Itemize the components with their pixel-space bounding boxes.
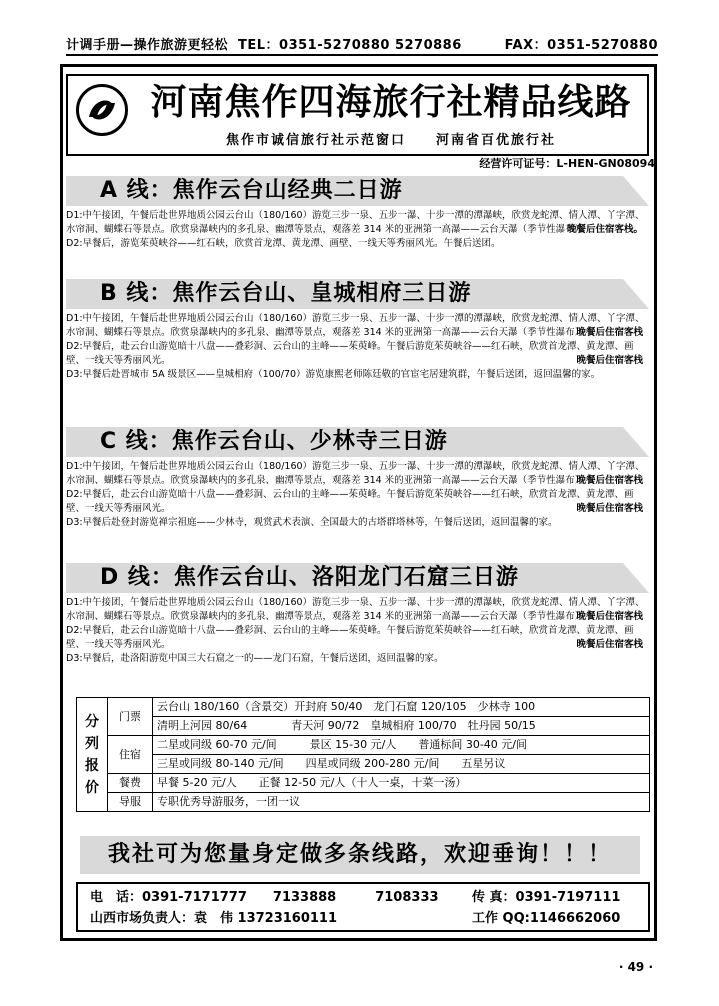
route-b [66,279,649,382]
day-item [66,368,649,382]
page-number: · 49 · [618,960,653,974]
day-stay: 晚餐后住宿客栈 [576,475,643,486]
day-text: D3:早餐后，赴洛阳游览中国三大石窟之一的——龙门石窟，午餐后送团，返回温馨的家。 [66,653,444,664]
price-line: 三星或同级 80-140 元/间 四星或同级 200-280 元/间 五星另议 [153,755,650,774]
day-item [66,516,649,530]
day-text: D2:早餐后，赴云台山游览暗十八盘——叠彩洞、云台山的主峰——茱萸峰。午餐后游览茱萸峡谷——红石峡，欣赏首龙潭、黄龙潭、画壁、一线天等秀丽风光。 [66,489,634,514]
day-stay: 晚餐后住宿客栈。 [566,224,643,235]
route-d [66,563,649,666]
price-category-label: 分列报价 [77,698,108,812]
slogan-banner: 我社可为您量身定做多条线路，欢迎垂询！！！ [80,836,640,874]
day-item [66,488,649,516]
license-number: 经营许可证号：L-HEN-GN08094 [479,157,655,170]
day-item [66,209,649,237]
day-item [66,596,649,624]
day-text: D3:早餐后赴晋城市 5A 级景区——皇城相府（100/70）游览康熙老师陈廷敬的官宦宅居建筑群，午餐后送团，返回温馨的家。 [66,369,601,380]
day-stay: 晚餐后住宿客栈 [576,327,643,338]
price-row-label: 餐费 [108,774,153,793]
route-banner [66,427,649,457]
route-banner [66,176,649,206]
day-text: D2:早餐后，游览茱萸峡谷——红石峡，欣赏首龙潭、黄龙潭、画壁、一线天等秀丽风光。午餐后送团。 [66,238,501,249]
route-title: D 线：焦作云台山、洛阳龙门石窟三日游 [100,565,519,590]
price-row-label: 住宿 [108,736,153,774]
route-a [66,176,649,251]
manual-title: 计调手册—操作旅游更轻松 [66,38,229,53]
table-row [77,698,650,717]
header-fax: FAX：0351-5270880 [504,38,658,53]
day-stay: 晚餐后住宿客栈 [576,611,643,622]
table-row [77,793,650,812]
route-banner [66,563,649,593]
price-row-label: 门票 [108,698,153,736]
day-stay: 晚餐后住宿客栈 [576,639,643,650]
route-title: C 线：焦作云台山、少林寺三日游 [100,429,448,454]
day-item [66,624,649,652]
day-item [66,460,649,488]
day-text: D1:中午接团，午餐后赴世界地质公园云台山（180/160）游览三步一泉、五步一瀑、十步一潭的潭瀑峡，欣赏龙蛇潭、情人潭、丫字潭、水帘洞、蝴蝶石等景点。欣赏泉瀑峡内的多孔泉、幽潭等景点，观落差 314 米的亚洲第一高瀑——云台天瀑（季节性瀑布）。 [66,313,645,338]
header-tel: TEL：0351-5270880 5270886 [238,38,462,53]
contact-manager: 山西市场负责人：袁 伟 13723160111 [90,911,338,926]
table-row [77,736,650,755]
logo-swirl-icon [79,87,125,133]
price-row-label: 导服 [108,793,153,812]
route-c [66,427,649,530]
day-text: D1:中午接团，午餐后赴世界地质公园云台山（180/160）游览三步一泉、五步一瀑、十步一潭的潭瀑峡，欣赏龙蛇潭、情人潭、丫字潭、水帘洞、蝴蝶石等景点。欣赏泉瀑峡内的多孔泉、幽潭等景点，观落差 314 米的亚洲第一高瀑——云台天瀑（季节性瀑布）。 [66,597,645,622]
day-item [66,237,649,251]
contact-qq: 工作 QQ:1146662060 [472,911,621,926]
day-text: D3:早餐后赴登封游览禅宗祖庭——少林寺，观赏武术表演、全国最大的古塔群塔林等，午餐后送团，返回温馨的家。 [66,517,558,528]
day-text: D1:中午接团，午餐后赴世界地质公园云台山（180/160）游览三步一泉、五步一瀑、十步一潭的潭瀑峡，欣赏龙蛇潭、情人潭、丫字潭、水帘洞、蝴蝶石等景点。欣赏泉瀑峡内的多孔泉、幽潭等景点，观落差 314 米的亚洲第一高瀑——云台天瀑（季节性瀑布）。 [66,210,645,235]
route-banner [66,279,649,309]
page-title: 河南焦作四海旅行社精品线路 [150,81,632,123]
price-line: 早餐 5-20 元/人 正餐 12-50 元/人（十人一桌，十菜一汤） [153,774,650,793]
price-line: 云台山 180/160（含景交）开封府 50/40 龙门石窟 120/105 少林寺 100 [153,698,650,717]
day-stay: 晚餐后住宿客栈 [576,355,643,366]
table-row [77,755,650,774]
day-item [66,312,649,340]
title-box [66,74,649,156]
route-title: A 线：焦作云台山经典二日游 [100,178,403,203]
day-text: D2:早餐后，赴云台山游览暗十八盘——叠彩洞、云台山的主峰——茱萸峰。午餐后游览茱萸峡谷——红石峡，欣赏首龙潭、黄龙潭、画壁、一线天等秀丽风光。 [66,341,634,366]
day-text: D2:早餐后，赴云台山游览暗十八盘——叠彩洞、云台山的主峰——茱萸峰。午餐后游览茱萸峡谷——红石峡，欣赏首龙潭、黄龙潭、画壁、一线天等秀丽风光。 [66,625,634,650]
price-line: 清明上河园 80/64 青天河 90/72 皇城相府 100/70 牡丹园 50/15 [153,717,650,736]
contact-box [76,882,650,932]
route-title: B 线：焦作云台山、皇城相府三日游 [100,281,472,306]
contact-fax: 传 真：0391-7197111 [472,890,621,905]
day-item [66,652,649,666]
agency-logo-icon [76,84,128,136]
page-subtitle: 焦作市诚信旅行社示范窗口 河南省百优旅行社 [225,133,556,148]
day-item [66,340,649,368]
price-line: 专职优秀导游服务，一团一议 [153,793,650,812]
page-header [66,34,658,56]
table-row [77,717,650,736]
price-line: 二星或同级 60-70 元/间 景区 15-30 元/人 普通标间 30-40 元/间 [153,736,650,755]
contact-phone: 电 话：0391-7171777 7133888 7108333 [90,890,439,905]
day-stay: 晚餐后住宿客栈 [576,503,643,514]
table-row [77,774,650,793]
day-text: D1:中午接团，午餐后赴世界地质公园云台山（180/160）游览三步一泉、五步一瀑、十步一潭的潭瀑峡，欣赏龙蛇潭、情人潭、丫字潭、水帘洞、蝴蝶石等景点。欣赏泉瀑峡内的多孔泉、幽潭等景点，观落差 314 米的亚洲第一高瀑——云台天瀑（季节性瀑布）。 [66,461,645,486]
price-table [76,697,650,812]
